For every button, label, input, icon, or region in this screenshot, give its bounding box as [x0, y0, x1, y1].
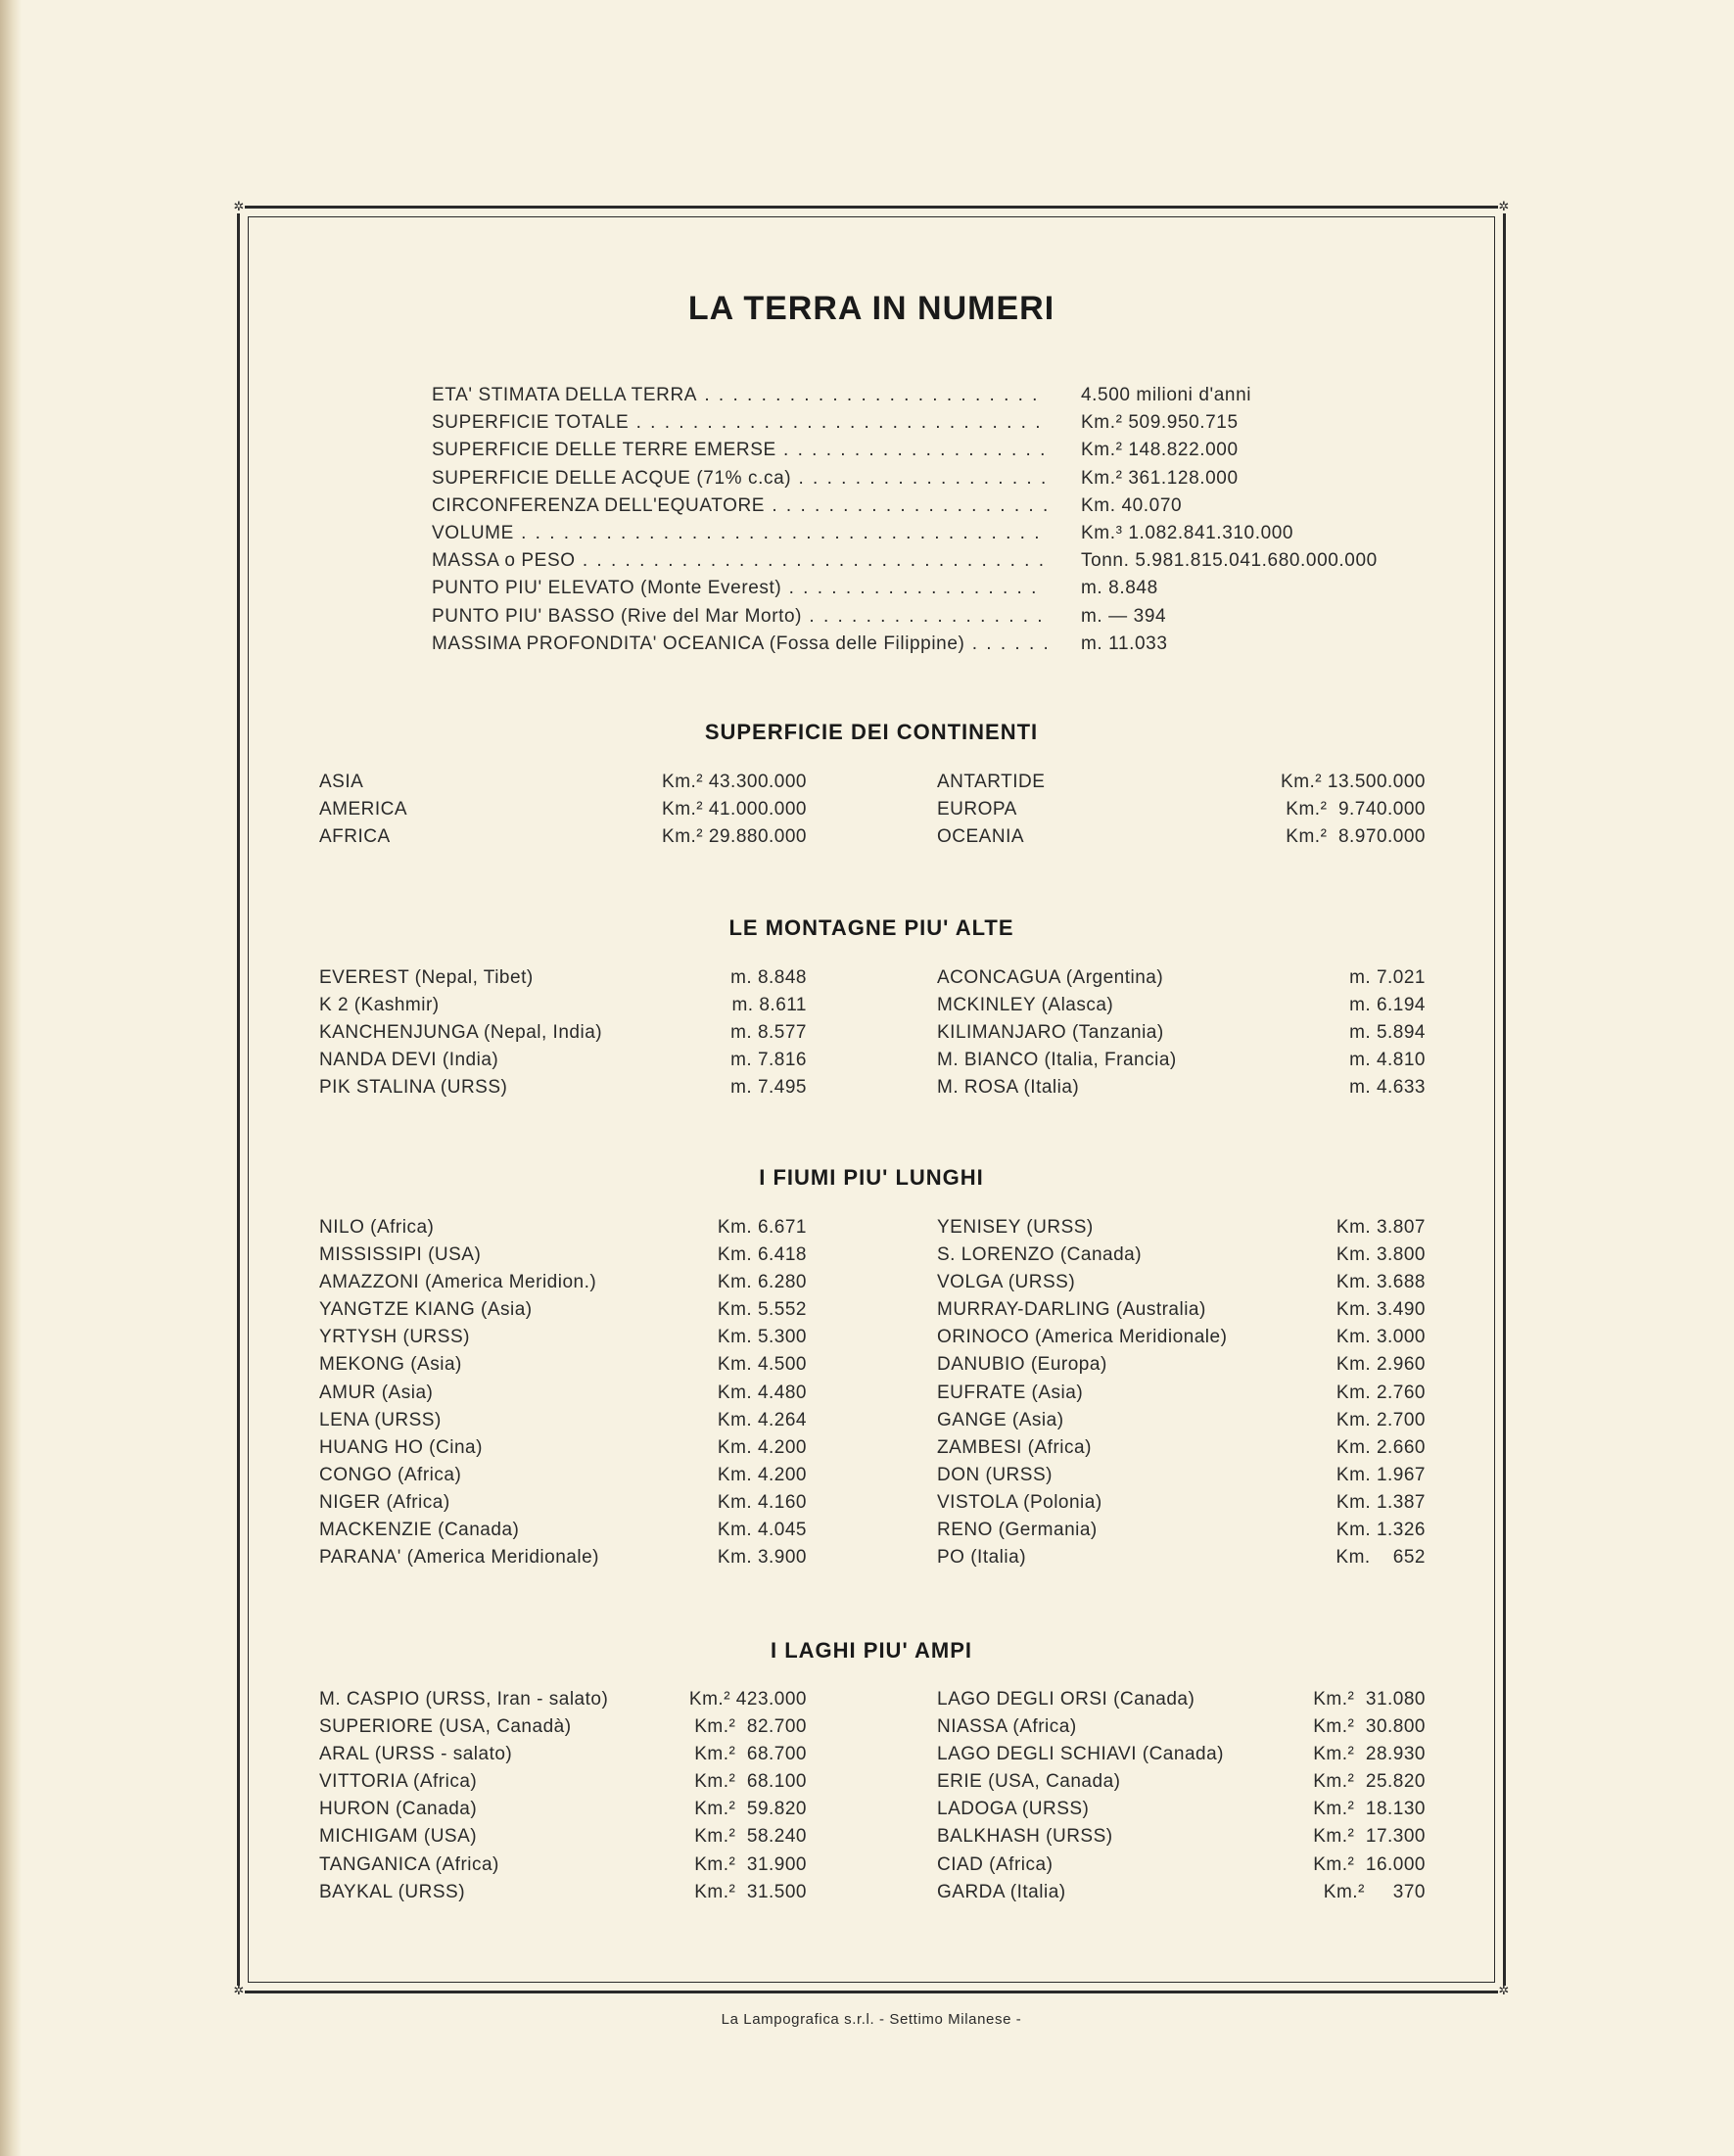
stat-value: m. — 394	[1081, 605, 1167, 627]
entry-value: Km. 1.326	[1336, 1520, 1426, 1541]
stat-label: SUPERFICIE DELLE TERRE EMERSE . .	[432, 440, 1047, 461]
page-title: LA TERRA IN NUMERI	[687, 290, 1055, 327]
stat-label: SUPERFICIE TOTALE . .	[432, 412, 1047, 434]
entry-name: TANGANICA (Africa)	[319, 1853, 499, 1875]
stat-value: m. 11.033	[1081, 633, 1168, 654]
entry-name: MCKINLEY (Alasca)	[937, 995, 1114, 1016]
entry-name: AMAZZONI (America Meridion.)	[319, 1272, 597, 1293]
entry-value: Km.² 17.300	[1313, 1826, 1426, 1848]
entry-value: Km.² 59.820	[694, 1799, 807, 1820]
rivers-table	[319, 1217, 1426, 1574]
entry-name: AFRICA	[319, 826, 391, 848]
entry-name: EUROPA	[937, 799, 1017, 820]
entry-value: Km. 6.671	[717, 1217, 807, 1238]
table-row	[319, 1217, 1426, 1244]
stat-label: SUPERFICIE DELLE ACQUE (71% c.ca) . .	[432, 468, 1047, 490]
entry-value: Km. 652	[1336, 1547, 1426, 1569]
entry-value: Km. 2.960	[1336, 1354, 1426, 1376]
entry-value: Km. 4.160	[717, 1491, 807, 1513]
mountains-table	[319, 967, 1426, 1104]
entry-name: NILO (Africa)	[319, 1217, 435, 1238]
entry-name: GANGE (Asia)	[937, 1409, 1064, 1430]
entry-value: Km.² 370	[1323, 1881, 1426, 1902]
entry-name: PO (Italia)	[937, 1547, 1027, 1569]
table-row	[319, 1022, 1426, 1050]
earth-stats-list	[432, 385, 1411, 661]
stat-row	[432, 440, 1411, 467]
page-spine	[0, 0, 22, 2156]
entry-value: Km. 5.300	[717, 1327, 807, 1348]
entry-name: YRTYSH (URSS)	[319, 1327, 470, 1348]
stat-label: MASSA o PESO . .	[432, 550, 1047, 572]
stat-value: 4.500 milioni d'anni	[1081, 385, 1252, 405]
entry-name: M. ROSA (Italia)	[937, 1077, 1080, 1099]
stat-row	[432, 578, 1411, 605]
entry-name: ANTARTIDE	[937, 772, 1046, 792]
entry-value: Km. 4.480	[717, 1382, 807, 1403]
table-row	[319, 1882, 1426, 1909]
stat-label: CIRCONFERENZA DELL'EQUATORE . .	[432, 495, 1047, 517]
entry-name: ERIE (USA, Canada)	[937, 1771, 1121, 1793]
entry-value: Km. 4.200	[717, 1464, 807, 1485]
entry-value: m. 4.810	[1349, 1050, 1426, 1071]
entry-value: Km. 2.760	[1336, 1382, 1426, 1403]
entry-name: CONGO (Africa)	[319, 1464, 462, 1485]
entry-value: Km. 4.500	[717, 1354, 807, 1376]
entry-name: DON (URSS)	[937, 1464, 1053, 1485]
entry-value: Km.² 423.000	[688, 1689, 807, 1710]
continents-table	[319, 772, 1426, 854]
entry-name: ORINOCO (America Meridionale)	[937, 1327, 1228, 1348]
table-row	[319, 1520, 1426, 1547]
entry-value: Km.² 82.700	[694, 1716, 807, 1738]
entry-name: ZAMBESI (Africa)	[937, 1436, 1092, 1458]
entry-name: BALKHASH (URSS)	[937, 1826, 1113, 1848]
entry-name: LENA (URSS)	[319, 1409, 442, 1430]
table-row	[319, 772, 1426, 799]
stat-row	[432, 495, 1411, 523]
section-title-mountains: LE MONTAGNE PIU' ALTE	[728, 915, 1014, 940]
frame-corner-ornament: ✲	[1498, 1984, 1510, 1998]
entry-name: OCEANIA	[937, 826, 1025, 848]
entry-value: Km. 6.418	[717, 1244, 807, 1266]
entry-name: LAGO DEGLI ORSI (Canada)	[937, 1689, 1195, 1710]
table-row	[319, 1826, 1426, 1853]
entry-name: AMUR (Asia)	[319, 1382, 434, 1403]
table-row	[319, 1547, 1426, 1574]
entry-value: Km. 3.900	[717, 1547, 807, 1569]
entry-value: Km.² 9.740.000	[1286, 799, 1426, 820]
entry-name: SUPERIORE (USA, Canadà)	[319, 1716, 572, 1738]
table-row	[319, 1744, 1426, 1771]
entry-value: m. 7.021	[1349, 967, 1426, 988]
section-title-lakes: I LAGHI PIU' AMPI	[771, 1638, 972, 1663]
entry-value: m. 5.894	[1349, 1022, 1426, 1044]
entry-value: Km.² 30.800	[1313, 1716, 1426, 1738]
entry-value: Km. 2.700	[1336, 1409, 1426, 1430]
entry-value: Km. 4.264	[717, 1409, 807, 1430]
stat-value: Km.³ 1.082.841.310.000	[1081, 522, 1294, 543]
entry-name: LAGO DEGLI SCHIAVI (Canada)	[937, 1744, 1224, 1765]
entry-value: Km.² 29.880.000	[662, 826, 807, 848]
entry-name: ARAL (URSS - salato)	[319, 1744, 513, 1765]
entry-value: Km.² 16.000	[1313, 1853, 1426, 1875]
stat-label: PUNTO PIU' ELEVATO (Monte Everest) . .	[432, 578, 1047, 599]
entry-name: DANUBIO (Europa)	[937, 1354, 1107, 1376]
frame-corner-ornament: ✲	[233, 200, 245, 214]
table-row	[319, 1272, 1426, 1299]
stat-value: m. 8.848	[1081, 578, 1158, 599]
entry-value: Km. 3.807	[1336, 1217, 1426, 1238]
lakes-table	[319, 1689, 1426, 1909]
entry-name: RENO (Germania)	[937, 1520, 1098, 1541]
entry-value: m. 7.495	[730, 1077, 807, 1099]
entry-value: Km.² 13.500.000	[1281, 772, 1426, 792]
entry-name: KILIMANJARO (Tanzania)	[937, 1022, 1164, 1044]
stat-row	[432, 412, 1411, 440]
entry-value: Km.² 18.130	[1313, 1799, 1426, 1820]
publisher-footer: La Lampografica s.r.l. - Settimo Milanese -	[721, 2011, 1022, 2028]
stat-value: Km.² 148.822.000	[1081, 440, 1239, 461]
section-title-continents: SUPERFICIE DEI CONTINENTI	[704, 720, 1039, 744]
entry-value: Km. 5.552	[717, 1299, 807, 1321]
stat-label: VOLUME . .	[432, 523, 1047, 544]
entry-value: Km.² 28.930	[1313, 1744, 1426, 1765]
table-row	[319, 1716, 1426, 1744]
stat-row	[432, 468, 1411, 495]
stat-row	[432, 606, 1411, 633]
entry-value: m. 8.577	[730, 1022, 807, 1044]
table-row	[319, 799, 1426, 826]
entry-value: Km. 2.660	[1336, 1436, 1426, 1458]
entry-value: Km. 4.200	[717, 1436, 807, 1458]
entry-value: m. 8.848	[730, 967, 807, 988]
stat-label: MASSIMA PROFONDITA' OCEANICA (Fossa delle Filippine) . .	[432, 633, 1047, 655]
entry-name: PARANA' (America Meridionale)	[319, 1547, 599, 1569]
table-row	[319, 1465, 1426, 1492]
entry-value: Km.² 43.300.000	[662, 772, 807, 792]
entry-name: EUFRATE (Asia)	[937, 1382, 1084, 1403]
table-row	[319, 1771, 1426, 1799]
entry-value: m. 7.816	[730, 1050, 807, 1071]
entry-name: YANGTZE KIANG (Asia)	[319, 1299, 533, 1321]
entry-name: NANDA DEVI (India)	[319, 1050, 499, 1071]
entry-name: MISSISSIPI (USA)	[319, 1244, 482, 1266]
entry-name: VISTOLA (Polonia)	[937, 1491, 1102, 1513]
entry-value: Km. 4.045	[717, 1520, 807, 1541]
table-row	[319, 1799, 1426, 1826]
entry-name: NIASSA (Africa)	[937, 1716, 1077, 1738]
entry-name: PIK STALINA (URSS)	[319, 1077, 508, 1099]
table-row	[319, 995, 1426, 1022]
stat-value: Km.² 361.128.000	[1081, 467, 1239, 489]
entry-value: Km.² 31.500	[694, 1881, 807, 1902]
entry-value: m. 4.633	[1349, 1077, 1426, 1099]
entry-value: m. 8.611	[731, 995, 807, 1016]
entry-name: MACKENZIE (Canada)	[319, 1520, 520, 1541]
table-row	[319, 1299, 1426, 1327]
stat-row	[432, 385, 1411, 412]
stat-value: Tonn. 5.981.815.041.680.000.000	[1081, 550, 1378, 572]
entry-name: MICHIGAM (USA)	[319, 1826, 478, 1848]
entry-value: Km. 3.490	[1336, 1299, 1426, 1321]
table-row	[319, 1050, 1426, 1077]
entry-value: Km.² 68.700	[694, 1744, 807, 1765]
table-row	[319, 1437, 1426, 1465]
entry-name: GARDA (Italia)	[937, 1881, 1066, 1902]
stat-value: Km.² 509.950.715	[1081, 412, 1239, 434]
entry-name: LADOGA (URSS)	[937, 1799, 1090, 1820]
entry-name: ASIA	[319, 772, 364, 792]
entry-name: KANCHENJUNGA (Nepal, India)	[319, 1022, 603, 1044]
entry-value: Km. 3.800	[1336, 1244, 1426, 1266]
table-row	[319, 1327, 1426, 1354]
entry-name: YENISEY (URSS)	[937, 1217, 1094, 1238]
table-row	[319, 1854, 1426, 1882]
stat-label: PUNTO PIU' BASSO (Rive del Mar Morto) . .	[432, 606, 1047, 628]
entry-value: m. 6.194	[1349, 995, 1426, 1016]
entry-value: Km. 1.967	[1336, 1464, 1426, 1485]
table-row	[319, 1383, 1426, 1410]
entry-value: Km. 6.280	[717, 1272, 807, 1293]
stat-value: Km. 40.070	[1081, 494, 1183, 516]
entry-name: S. LORENZO (Canada)	[937, 1244, 1143, 1266]
entry-name: HURON (Canada)	[319, 1799, 478, 1820]
stat-row	[432, 550, 1411, 578]
stat-row	[432, 523, 1411, 550]
table-row	[319, 826, 1426, 854]
entry-value: Km. 3.688	[1336, 1272, 1426, 1293]
entry-value: Km.² 41.000.000	[662, 799, 807, 820]
entry-name: HUANG HO (Cina)	[319, 1436, 483, 1458]
entry-name: BAYKAL (URSS)	[319, 1881, 466, 1902]
entry-name: VOLGA (URSS)	[937, 1272, 1076, 1293]
table-row	[319, 1492, 1426, 1520]
entry-name: VITTORIA (Africa)	[319, 1771, 478, 1793]
table-row	[319, 1354, 1426, 1382]
table-row	[319, 967, 1426, 995]
entry-value: Km. 1.387	[1336, 1491, 1426, 1513]
entry-name: NIGER (Africa)	[319, 1491, 450, 1513]
entry-value: Km. 3.000	[1336, 1327, 1426, 1348]
entry-value: Km.² 68.100	[694, 1771, 807, 1793]
stat-row	[432, 633, 1411, 661]
table-row	[319, 1244, 1426, 1272]
table-row	[319, 1689, 1426, 1716]
table-row	[319, 1077, 1426, 1104]
entry-value: Km.² 58.240	[694, 1826, 807, 1848]
entry-name: ACONCAGUA (Argentina)	[937, 967, 1164, 988]
entry-value: Km.² 8.970.000	[1286, 826, 1426, 848]
table-row	[319, 1410, 1426, 1437]
entry-name: MEKONG (Asia)	[319, 1354, 462, 1376]
section-title-rivers: I FIUMI PIU' LUNGHI	[759, 1165, 984, 1190]
stat-label: ETA' STIMATA DELLA TERRA . .	[432, 385, 1047, 406]
entry-value: Km.² 31.900	[694, 1853, 807, 1875]
entry-name: EVEREST (Nepal, Tibet)	[319, 967, 534, 988]
entry-name: M. BIANCO (Italia, Francia)	[937, 1050, 1177, 1071]
entry-value: Km.² 25.820	[1313, 1771, 1426, 1793]
entry-name: K 2 (Kashmir)	[319, 995, 440, 1016]
entry-name: AMERICA	[319, 799, 408, 820]
entry-name: CIAD (Africa)	[937, 1853, 1054, 1875]
frame-corner-ornament: ✲	[233, 1984, 245, 1998]
entry-name: M. CASPIO (URSS, Iran - salato)	[319, 1689, 609, 1710]
frame-corner-ornament: ✲	[1498, 200, 1510, 214]
entry-value: Km.² 31.080	[1313, 1689, 1426, 1710]
entry-name: MURRAY-DARLING (Australia)	[937, 1299, 1206, 1321]
